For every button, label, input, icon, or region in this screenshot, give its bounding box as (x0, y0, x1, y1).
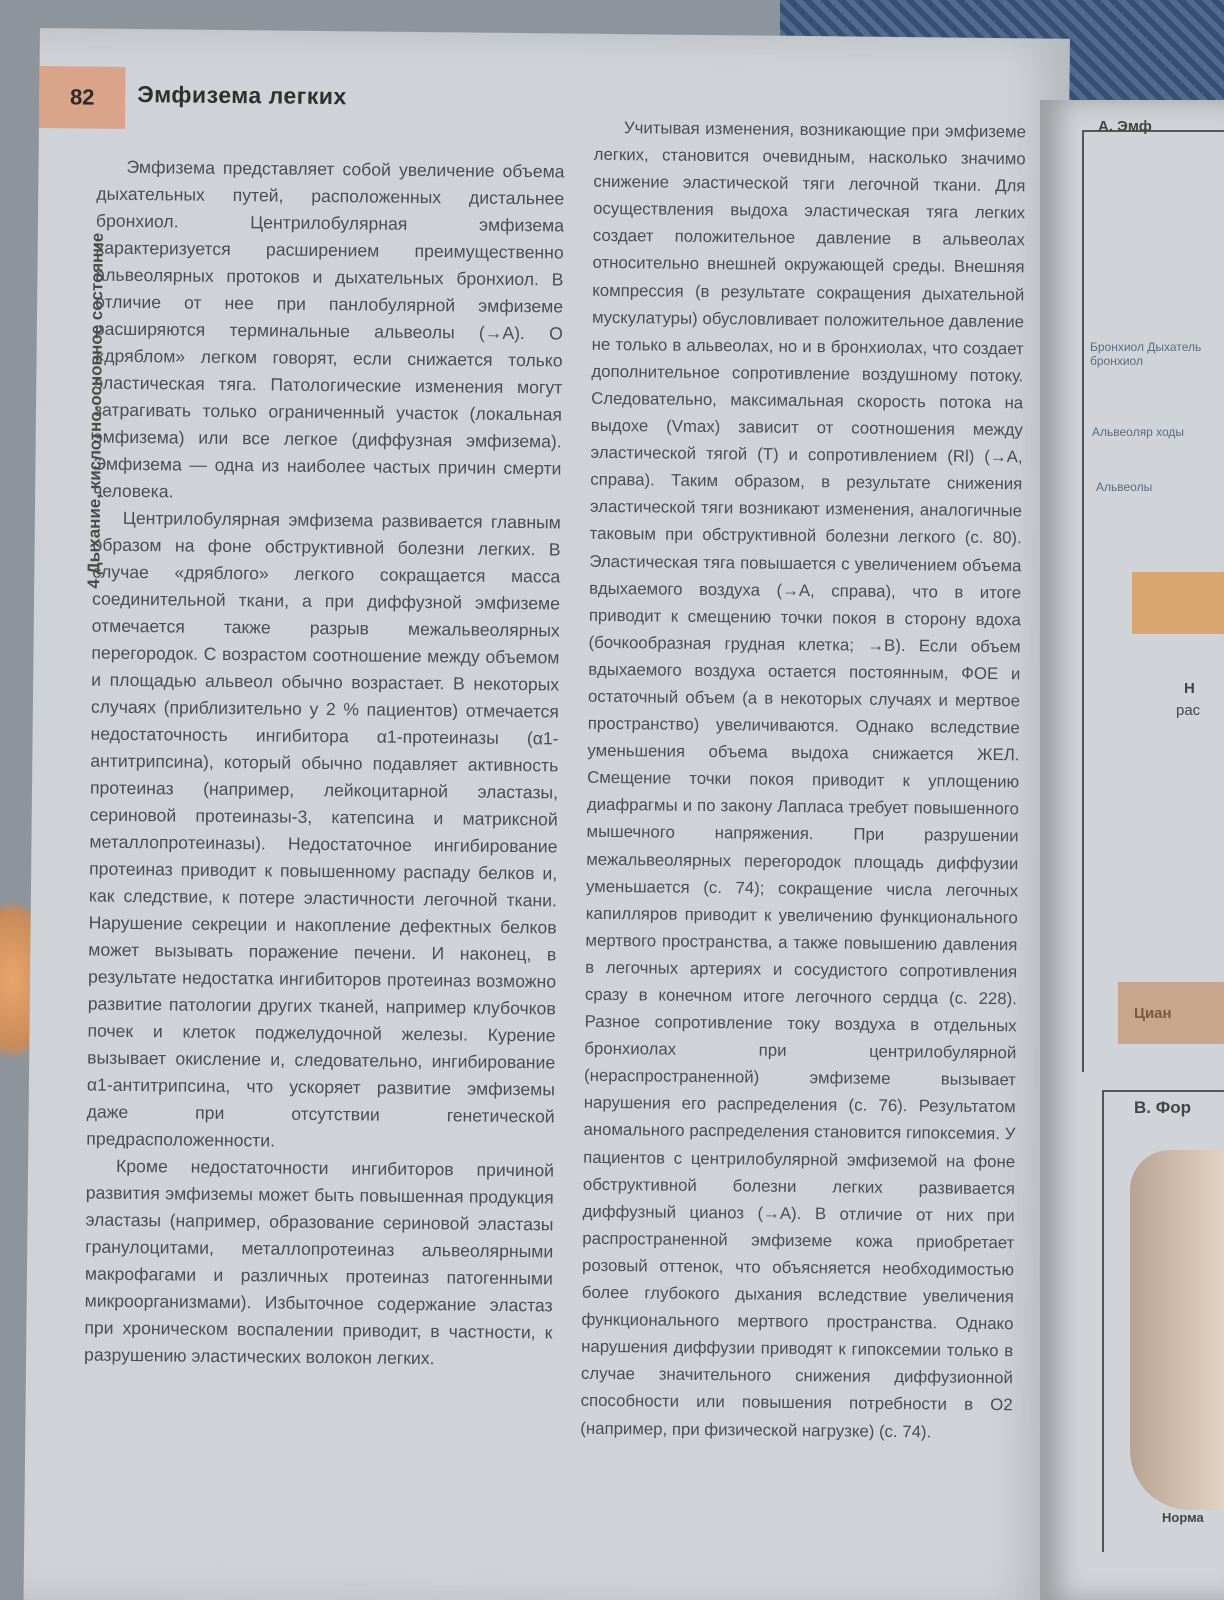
label-bronchioles: Бронхиол Дыхатель бронхиол (1090, 340, 1202, 368)
paragraph: Центрилобулярная эмфизема развивается главным образом на фоне обструктивной болезни легких. В случае «дряблого» легкого сокращается масса соединительной ткани, а при диффузной эмфиземе отмечается также разрыв межальвеолярных перегородок. С возрастом соотношение между объемом и площадью альвеол обычно возрастает. В некоторых случаях (приблизительно у 2 % пациентов) отмечается недостаточность ингибитора α1-протеиназы (α1-антитрипсина), который обычно подавляет активность протеиназ (например, лейкоцитарной эластазы, сериновой протеиназы-3, катепсина и матриксной металлопротеиназы). Недостаточное ингибирование протеиназ приводит к повышенному распаду белков и, как следствие, к потере эластичности легочной ткани. Нарушение секреции и накопление дефектных белков может вызывать поражение печени. И наконец, в результате недостатка ингибиторов протеиназ возможно развитие патологии других тканей, например клубочков почек и клеток поджелудочной железы. Курение вызывает окисление и, следовательно, ингибирование α1-антитрипсина, что ускоряет развитие эмфиземы даже при отсутствии генетической предрасположенности. (86, 507, 561, 1151)
paragraph: Кроме недостаточности ингибиторов причиной развития эмфиземы может быть повышенная продукция эластазы (например, образование сериновой эластазы гранулоцитами, металлопротеиназ альвеолярными макрофагами и различных протеиназ патогенными микроорганизмами). Избыточное содержание эластаз при хроническом воспалении приводит, в частности, к разрушению эластических волокон легких. (84, 1155, 555, 1369)
person-illustration (1130, 1150, 1224, 1510)
label-alveolar-ducts: Альвеоляр ходы (1092, 425, 1184, 439)
figure-a-title: А. Эмф (1098, 118, 1152, 135)
text-column-2 (580, 114, 1026, 1446)
label-n: Н (1184, 680, 1195, 697)
page-number: 82 (39, 66, 126, 129)
chapter-label: 4 Дыхание, кислотно-основное состояние (84, 232, 107, 589)
label-norm: Норма (1162, 1510, 1204, 1525)
figure-b-title: В. Фор (1134, 1098, 1192, 1117)
label-cyanosis: Циан (1134, 1005, 1172, 1022)
paragraph: Учитывая изменения, возникающие при эмфиземе легких, становится очевидным, насколько значимо снижение эластической тяги легочной ткани. Для осуществления выдоха эластическая тяга легких создает положительное давление в альвеолах относительно внешней окружающей среды. Внешняя компрессия (в результате сокращения дыхательной мускулатуры) обусловливает положительное давление не только в альвеолах, но и в бронхиолах, что создает дополнительное сопротивление воздушному потоку. Следовательно, максимальная скорость потока на выдохе (Vmax) зависит от соотношения между эластической тягой (T) и сопротивлением (Rl) (→A, справа). Таким образом, в результате снижения эластической тяги возникают изменения, аналогичные таковым при обструктивной болезни легкого (с. 80). Эластическая тяга повышается с увеличением объема вдыхаемого воздуха (→A, справа), что в итоге приводит к смещению точки покоя в сторону вдоха (бочкообразная грудная клетка; →B). Если объем вдыхаемого воздуха остается постоянным, ФОЕ и остаточный объем (а в некоторых случаях и мертвое пространство) увеличиваются. Однако вследствие уменьшения объема выдоха снижается ЖЕЛ. Смещение точки покоя приводит к уплощению диафрагмы и по закону Лапласа требует повышенного мышечного напряжения. При разрушении межальвеолярных перегородок площадь диффузии уменьшается (с. 74); сокращение числа легочных капилляров приводит к увеличению функционального мертвого пространства, а также повышению давления в легочных артериях и сосудистого сопротивления сразу в конечном итоге легочного сердца (с. 228). Разное сопротивление току воздуха в отдельных бронхиолах при центрилобулярной (нераспространенной) эмфиземе вызывает нарушения его распределения (с. 76). Результатом аномального распределения становится гипоксемия. У пациентов с центрилобулярной эмфиземой на фоне обструктивной болезни легких развивается диффузный цианоз (→A). В отличие от них при распространенной эмфиземе кожа приобретает розовый оттенок, что объясняется необходимостью более глубокого дыхания вследствие увеличения функционального мертвого пространства. Однако нарушения диффузии приводят к гипоксемии только в случае значительного снижения диффузионной способности или повышения потребности в O2 (например, при физической нагрузке) (с. 74). (580, 118, 1027, 1441)
figure-highlight-box (1132, 572, 1224, 634)
label-alveoli: Альвеолы (1096, 480, 1153, 494)
book-page-left (24, 28, 1070, 1600)
text-column-1 (84, 154, 565, 1374)
running-title: Эмфизема легких (137, 81, 347, 110)
label-ras: рас (1176, 702, 1201, 719)
paragraph: Эмфизема представляет собой увеличение объема дыхательных путей, расположенных дистальнее бронхиол. Центрилобулярная эмфизема характеризуется расширением преимущественно альвеолярных протоков и дыхательных бронхиол. В отличие от нее при панлобулярной эмфиземе расширяются терминальные альвеолы (→A). О «дряблом» легком говорят, если снижается только эластическая тяга. Патологические изменения могут затрагивать только ограниченный участок (локальная эмфизема) или все легкое (диффузная эмфизема). Эмфизема — одна из наиболее частых причин смерти человека. (93, 156, 565, 502)
